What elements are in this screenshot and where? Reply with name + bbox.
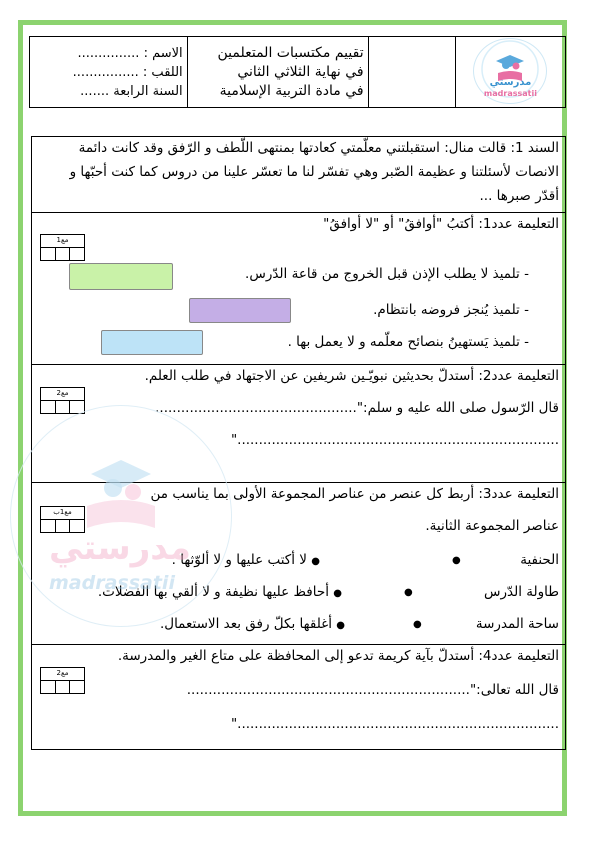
group2-item-3: ● أغلقها بكلّ رفق بعد الاستعمال. — [159, 616, 345, 632]
header-table — [29, 36, 566, 108]
group1-item-1: الحنفية — [520, 552, 559, 568]
question-1-section — [31, 212, 566, 365]
empty-cell — [368, 37, 455, 108]
q1-item-3: - تلميذ يَستهينُ بنصائح معلّمه و لا يعمل بها . — [287, 334, 529, 350]
q1-instruction: التعليمة عدد1: أكتبُ "أوافقُ" أو "لا أوافقُ" — [323, 216, 559, 232]
answer-box-3[interactable] — [101, 330, 203, 355]
score-label: مع1ب — [41, 507, 84, 520]
question-4-section — [31, 644, 566, 750]
q2-answer-line-2[interactable]: ..........................................................................." — [230, 432, 559, 448]
logo-text-en: madrassatii — [483, 88, 537, 98]
score-box-q3 — [40, 506, 85, 533]
watermark-text-ar: مدرستي — [49, 528, 191, 568]
group2-item-2: ● أحافظ عليها نظيفة و لا ألقي بها الفضلات. — [97, 584, 342, 600]
match-dot-right-2[interactable]: ● — [333, 588, 342, 599]
match-dot-right-3[interactable]: ● — [336, 620, 345, 631]
logo — [473, 38, 547, 104]
match-dot-left-3[interactable]: ● — [413, 619, 422, 630]
title-line-3: في مادة التربية الإسلامية — [219, 82, 364, 99]
q4-answer-line-2[interactable]: ..........................................................................." — [230, 716, 559, 732]
title-line-2: في نهاية الثلاثي الثاني — [237, 63, 364, 80]
q1-item-2: - تلميذ يُنجز فروضه بانتظام. — [373, 302, 529, 318]
q2-instruction: التعليمة عدد2: أستدلّ بحديثين نبويّـين شريفين عن الاجتهاد في طلب العلم. — [144, 368, 559, 384]
match-dot-left-1[interactable]: ● — [452, 555, 461, 566]
name-field[interactable]: الاسم : ............... — [77, 45, 183, 61]
group2-item-1: ● لا أكتب عليها و لا ألوّثها . — [171, 552, 320, 568]
score-box-q2 — [40, 387, 85, 414]
score-box-q4 — [40, 667, 85, 694]
q4-answer-line-1[interactable]: قال الله تعالى:".................................................................. — [186, 682, 559, 698]
support-line-1: السند 1: قالت منال: استقبلتني معلّمتي كعادتها بمنتهى اللّطف و الرّفق وقد كانت دائمة — [78, 140, 559, 156]
support-line-3: أقدّر صبرها ... — [479, 188, 559, 204]
question-3-section — [31, 482, 566, 645]
score-label: مع1 — [41, 235, 84, 248]
support-line-2: الانصات لأسئلتنا و عظيمة الصّبر وهي تفسّر لنا ما تعسّر علينا من دروس كما كنت أحبّها و — [69, 164, 559, 180]
grade-field: السنة الرابعة ....... — [80, 83, 183, 99]
group1-item-3: ساحة المدرسة — [475, 616, 559, 632]
answer-box-1[interactable] — [69, 263, 173, 290]
q3-instruction-cont: عناصر المجموعة الثانية. — [425, 518, 559, 534]
group1-item-2: طاولة الدّرس — [484, 584, 559, 600]
watermark-text-en: madrassatii — [49, 572, 175, 594]
logo-text-ar: مدرستي — [489, 76, 532, 88]
score-label: مع2 — [41, 388, 84, 401]
q2-answer-line-1[interactable]: قال الرّسول صلى الله عليه و سلم:"............................................... — [155, 400, 559, 416]
q4-instruction: التعليمة عدد4: أستدلّ بآية كريمة تدعو إلى المحافظة على متاع الغير والمدرسة. — [117, 648, 559, 664]
score-label: مع2 — [41, 668, 84, 681]
match-dot-left-2[interactable]: ● — [404, 587, 413, 598]
student-info-cell — [30, 37, 188, 108]
logo-cell — [455, 37, 565, 108]
match-dot-right-1[interactable]: ● — [311, 556, 320, 567]
q3-instruction: التعليمة عدد3: أربط كل عنصر من عناصر المجموعة الأولى بما يناسب من — [150, 486, 559, 502]
answer-box-2[interactable] — [189, 298, 291, 323]
title-cell — [187, 37, 368, 108]
question-2-section — [31, 364, 566, 483]
q1-item-1: - تلميذ لا يطلب الإذن قبل الخروج من قاعة الدّرس. — [245, 266, 529, 282]
support-section — [31, 136, 566, 213]
score-box-q1 — [40, 234, 85, 261]
title-line-1: تقييم مكتسبات المتعلمين — [217, 44, 364, 61]
surname-field[interactable]: اللقب : ................ — [72, 64, 183, 80]
